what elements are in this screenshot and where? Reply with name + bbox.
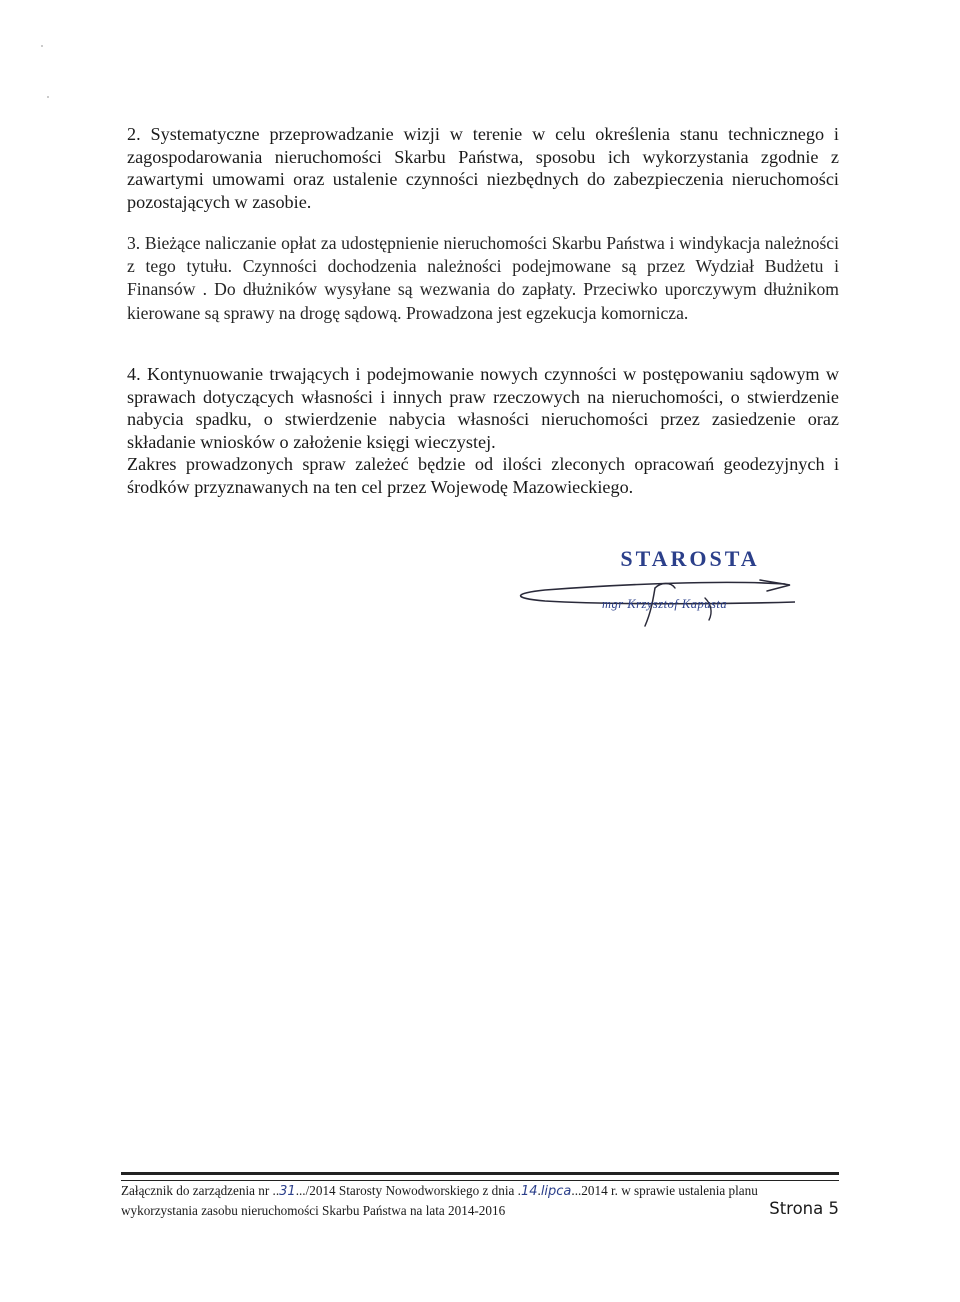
footer-divider [121,1172,839,1181]
footer-text: .../2014 Starosty Nowodworskiego z dnia . [295,1183,521,1198]
footer-text: wykorzystania zasobu nieruchomości Skarbu Państwa na lata 2014-2016 [121,1203,506,1218]
scan-speck [41,45,43,47]
paragraph-item-3 [127,232,839,325]
paragraph-text: 3. Bieżące naliczanie opłat za udostępnienie nieruchomości Skarbu Państwa i windykacja należności z tego tytułu. Czynności dochodzenia należności podejmowane są przez Wydział Budżetu i Finansów . Do dłużników wysyłane są wezwania do zapłaty. Przeciwko uporczywym dłużnikom kierowane są sprawy na drogę sądową. Prowadzona jest egzekucja komornicza. [127,233,839,323]
official-stamp-title: STAROSTA [620,546,760,571]
handwritten-order-number: 31 [279,1184,296,1199]
handwritten-date-month: lipca [540,1184,572,1199]
paragraph-item-2 [127,123,839,213]
page-number: Strona 5 [769,1199,839,1218]
stamp-signer-name: mgr Krzysztof Kapusta [602,597,728,611]
scan-speck [47,96,49,98]
footer-attachment-line [121,1183,839,1199]
paragraph-item-4 [127,363,839,499]
paragraph-text: 2. Systematyczne przeprowadzanie wizji w terenie w celu określenia stanu technicznego i zagospodarowania nieruchomości Skarbu Państwa, sposobu ich wykorzystania zgodnie z zawartymi umowami oraz ustalenie czynności niezbędnych do zabezpieczenia nieruchomości pozostających w zasobie. [127,124,839,212]
handwritten-date-day: 14 [520,1184,538,1199]
footer-text: ...2014 r. w sprawie ustalenia planu [571,1183,758,1198]
footer-subject-line [121,1199,839,1219]
paragraph-text: Zakres prowadzonych spraw zależeć będzie od ilości zleconych opracowań geodezyjnych i środków przyznawanych na ten cel przez Wojewodę Mazowieckiego. [127,454,839,497]
footer-text: Załącznik do zarządzenia nr .. [121,1183,280,1198]
footer-text: . [537,1183,541,1198]
paragraph-text: 4. Kontynuowanie trwających i podejmowanie nowych czynności w postępowaniu sądowym w sprawach dotyczących własności i innych praw rzeczowych na nieruchomości, o stwierdzenie nabycia spadku, o stwierdzenie nabycia własności nieruchomości przez zasiedzenie oraz składanie wniosków o założenie księgi wieczystej. [127,364,839,452]
